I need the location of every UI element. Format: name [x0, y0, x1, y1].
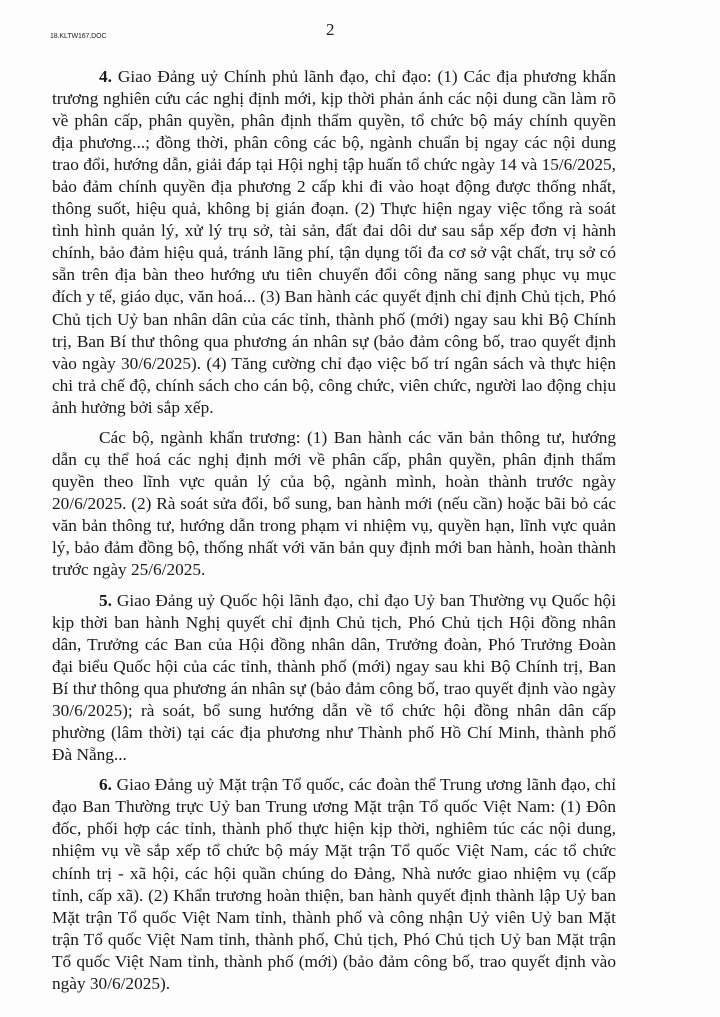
paragraph-text: Giao Đảng uỷ Chính phủ lãnh đạo, chỉ đạo: (1) Các địa phương khẩn trương nghiên cứu các nghị định mới, kịp thời phản ánh các nội dung cần làm rõ về phân cấp, phân quyền, phân định thẩm quyền, tổ chức bộ máy chính quyền địa phương...; đồng thời, phân công các bộ, ngành chuẩn bị ngay các nội dung trao đổi, hướng dẫn, giải đáp tại Hội nghị tập huấn tổ chức ngày 14 và 15/6/2025, bảo đảm chính quyền địa phương 2 cấp khi đi vào hoạt động được thống nhất, thông suốt, hiệu quả, không bị gián đoạn. (2) Thực hiện ngay việc tổng rà soát tình hình quản lý, xử lý trụ sở, tài sản, đất đai dôi dư sau sắp xếp đơn vị hành chính, bảo đảm hiệu quả, tránh lãng phí, tận dụng tối đa cơ sở vật chất, trụ sở có sẵn trên địa bàn theo hướng ưu tiên chuyển đổi công năng sang phục vụ mục đích y tế, giáo dục, văn hoá... (3) Ban hành các quyết định chỉ định Chủ tịch, Phó Chủ tịch Uỷ ban nhân dân của các tỉnh, thành phố (mới) ngay sau khi Bộ Chính trị, Ban Bí thư thông qua phương án nhân sự (bảo đảm công bố, trao quyết định vào ngày 30/6/2025). (4) Tăng cường chỉ đạo việc bố trí ngân sách và thực hiện chi trả chế độ, chính sách cho cán bộ, công chức, viên chức, người lao động chịu ảnh hưởng bởi sắp xếp.: [52, 67, 616, 417]
paragraph-text: Giao Đảng uỷ Mặt trận Tổ quốc, các đoàn thể Trung ương lãnh đạo, chỉ đạo Ban Thường trực Uỷ ban Trung ương Mặt trận Tổ quốc Việt Nam: (1) Đôn đốc, phối hợp các tỉnh, thành phố thực hiện kịp thời, nghiêm túc các nội dung, nhiệm vụ về sắp xếp tổ chức bộ máy Mặt trận Tổ quốc Việt Nam, các tổ chức chính trị - xã hội, các hội quần chúng do Đảng, Nhà nước giao nhiệm vụ (cấp tỉnh, cấp xã). (2) Khẩn trương hoàn thiện, ban hành quyết định thành lập Uỷ ban Mặt trận Tổ quốc Việt Nam tỉnh, thành phố và công nhận Uỷ viên Uỷ ban Mặt trận Tổ quốc Việt Nam tỉnh, thành phố, Chủ tịch, Phó Chủ tịch Uỷ ban Mặt trận Tổ quốc Việt Nam tỉnh, thành phố (mới) (bảo đảm công bố, trao quyết định vào ngày 30/6/2025).: [52, 775, 616, 993]
page-number: 2: [326, 20, 335, 39]
paragraph-section-5: [52, 590, 616, 766]
document-code: 18.KLTW167.DOC: [50, 33, 107, 40]
section-number: 6.: [99, 775, 112, 795]
paragraph-ministries: [52, 427, 616, 581]
document-body: [52, 66, 616, 1003]
paragraph-text: Các bộ, ngành khẩn trương: (1) Ban hành các văn bản thông tư, hướng dẫn cụ thể hoá các nghị định mới về phân cấp, phân quyền, phân định thẩm quyền theo lĩnh vực quản lý của bộ, ngành mình, hoàn thành trước ngày 20/6/2025. (2) Rà soát sửa đổi, bổ sung, ban hành mới (nếu cần) hoặc bãi bỏ các văn bản thông tư, hướng dẫn trong phạm vi nhiệm vụ, quyền hạn, lĩnh vực quản lý, bảo đảm đồng bộ, thống nhất với văn bản quy định mới ban hành, hoàn thành trước ngày 25/6/2025.: [52, 428, 616, 580]
paragraph-section-4: [52, 66, 616, 419]
section-number: 5.: [99, 590, 112, 610]
paragraph-section-6: [52, 774, 616, 994]
paragraph-text: Giao Đảng uỷ Quốc hội lãnh đạo, chỉ đạo Uỷ ban Thường vụ Quốc hội kịp thời ban hành Nghị quyết chỉ định Chủ tịch, Phó Chủ tịch Hội đồng nhân dân, Trưởng các Ban của Hội đồng nhân dân, Trưởng đoàn, Phó Trưởng Đoàn đại biểu Quốc hội của các tỉnh, thành phố (mới) ngay sau khi Bộ Chính trị, Ban Bí thư thông qua phương án nhân sự (bảo đảm công bố, trao quyết định vào ngày 30/6/2025); rà soát, bổ sung hướng dẫn về tổ chức hội đồng nhân dân cấp phường (lâm thời) tại các địa phương như Thành phố Hồ Chí Minh, thành phố Đà Nẵng...: [52, 590, 616, 764]
section-number: 4.: [99, 67, 112, 86]
